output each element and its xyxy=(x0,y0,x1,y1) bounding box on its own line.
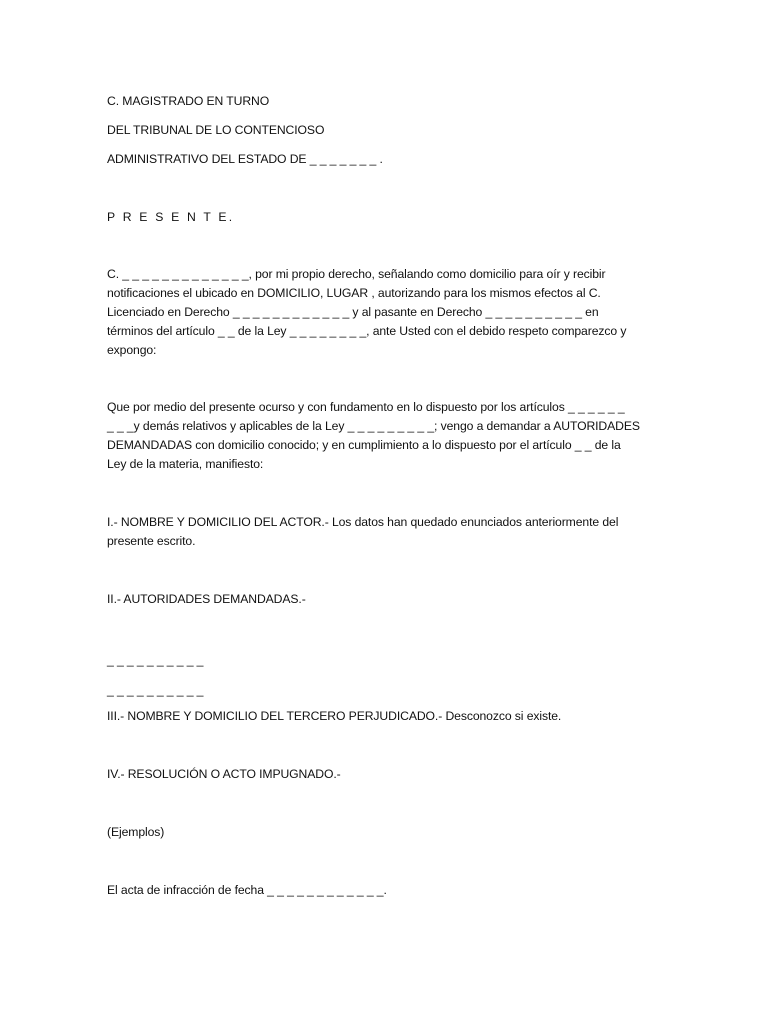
section-2-heading: II.- AUTORIDADES DEMANDADAS.- xyxy=(107,592,306,606)
section-4-heading: IV.- RESOLUCIÓN O ACTO IMPUGNADO.- xyxy=(107,767,341,781)
intro-line: Licenciado en Derecho _ _ _ _ _ _ _ _ _ _ _ _ y al pasante en Derecho _ _ _ _ _ _ _ _ _ _ en xyxy=(107,305,599,319)
presente-heading: P R E S E N T E. xyxy=(107,210,235,224)
blank-line-2: _ _ _ _ _ _ _ _ _ _ xyxy=(107,683,204,697)
que-paragraph xyxy=(107,398,667,474)
addressee-line-2: DEL TRIBUNAL DE LO CONTENCIOSO xyxy=(107,123,325,137)
que-line: DEMANDADAS con domicilio conocido; y en cumplimiento a lo dispuesto por el artículo _ _ de la xyxy=(107,438,621,452)
acta-line: El acta de infracción de fecha _ _ _ _ _ _ _ _ _ _ _ _. xyxy=(107,883,387,897)
section-1-line: I.- NOMBRE Y DOMICILIO DEL ACTOR.- Los datos han quedado enunciados anteriormente del xyxy=(107,515,619,529)
addressee-line-1: C. MAGISTRADO EN TURNO xyxy=(107,94,270,108)
section-1-line: presente escrito. xyxy=(107,534,196,548)
intro-paragraph xyxy=(107,265,667,360)
examples-label: (Ejemplos) xyxy=(107,825,165,839)
que-line: _ _ _y demás relativos y aplicables de la Ley _ _ _ _ _ _ _ _ _; vengo a demandar a AUTORIDADES xyxy=(107,419,640,433)
intro-line: notificaciones el ubicado en DOMICILIO, LUGAR , autorizando para los mismos efectos al C. xyxy=(107,286,601,300)
intro-line: términos del artículo _ _ de la Ley _ _ _ _ _ _ _ _, ante Usted con el debido respeto comparezco y xyxy=(107,324,627,338)
section-3-heading: III.- NOMBRE Y DOMICILIO DEL TERCERO PERJUDICADO.- Desconozco si existe. xyxy=(107,709,562,723)
addressee-line-3: ADMINISTRATIVO DEL ESTADO DE _ _ _ _ _ _ _ . xyxy=(107,152,383,166)
intro-line: expongo: xyxy=(107,343,157,357)
que-line: Que por medio del presente ocurso y con fundamento en lo dispuesto por los artículos _ _ _ _ _ _ xyxy=(107,400,625,414)
intro-line: C. _ _ _ _ _ _ _ _ _ _ _ _ _, por mi propio derecho, señalando como domicilio para oír y recibir xyxy=(107,267,606,281)
que-line: Ley de la materia, manifiesto: xyxy=(107,457,264,471)
section-1-paragraph xyxy=(107,513,667,551)
blank-line-1: _ _ _ _ _ _ _ _ _ _ xyxy=(107,653,204,667)
